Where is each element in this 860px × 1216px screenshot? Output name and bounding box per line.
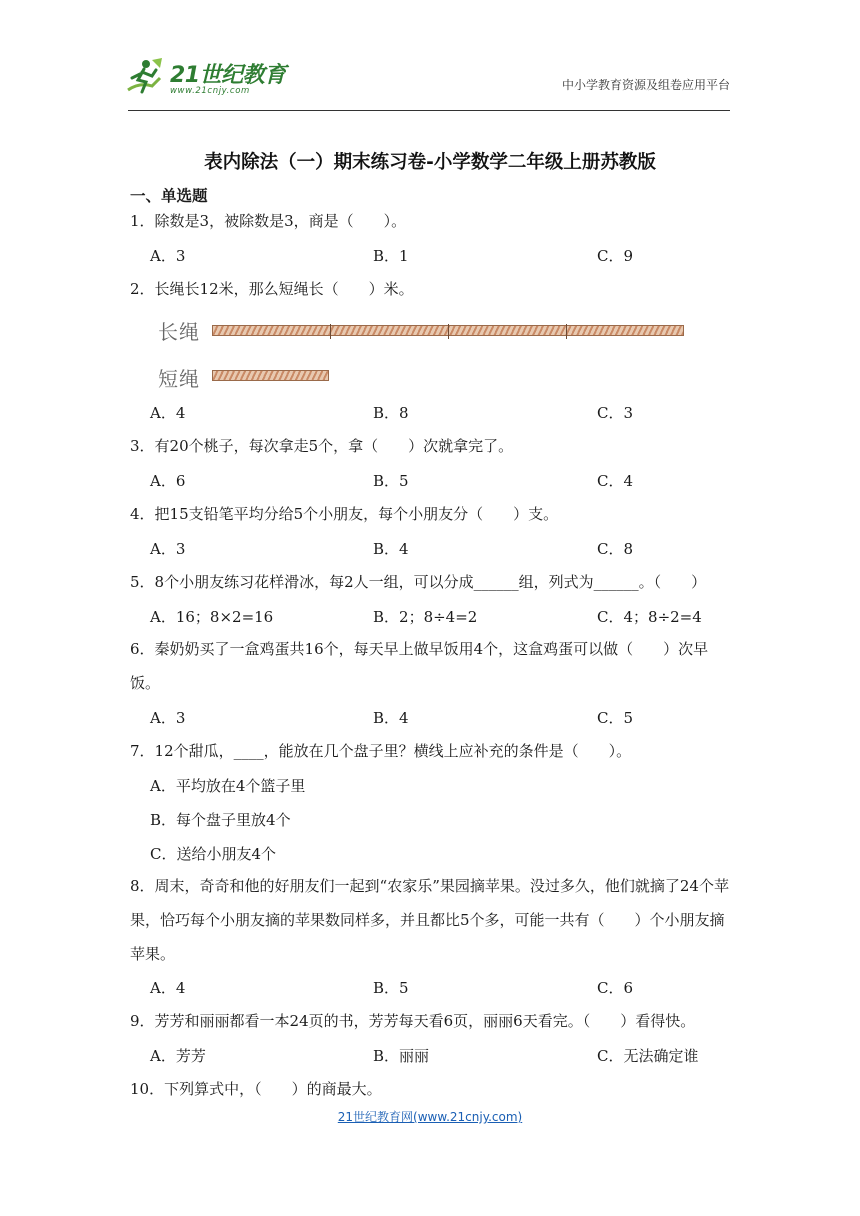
option-c[interactable]: C．6 (597, 979, 634, 997)
option-a[interactable]: A．4 (150, 979, 186, 997)
header-divider (128, 110, 730, 111)
question-stem: 8．周末，奇奇和他的好朋友们一起到“农家乐”果园摘苹果。没过多久，他们就摘了24个苹果，恰巧每个小朋友摘的苹果数同样多，并且都比5个多，可能一共有（ ）个小朋友摘苹果。 (130, 877, 729, 963)
question-stem: 6．秦奶奶买了一盒鸡蛋共16个，每天早上做早饭用4个，这盒鸡蛋可以做（ ）次早饭。 (130, 640, 709, 692)
option-a[interactable]: A．6 (150, 472, 186, 490)
long-rope (212, 325, 684, 336)
option-a[interactable]: A．16；8×2=16 (150, 608, 274, 626)
option-b[interactable]: B．1 (373, 247, 409, 265)
option-a[interactable]: A．3 (150, 709, 186, 727)
option-c[interactable]: C．送给小朋友4个 (150, 845, 277, 863)
option-c[interactable]: C．9 (597, 247, 634, 265)
option-b[interactable]: B．4 (373, 540, 409, 558)
long-rope-label: 长绳 (158, 320, 200, 344)
logo-text: 21世纪教育 (170, 63, 286, 88)
footer-link[interactable]: 21世纪教育网(www.21cnjy.com) (337, 1110, 523, 1124)
page-header (128, 52, 730, 114)
option-c[interactable]: C．4 (597, 472, 634, 490)
section-heading: 一、单选题 (130, 187, 208, 205)
option-c[interactable]: C．5 (597, 709, 634, 727)
logo (128, 56, 298, 104)
page-title: 表内除法（一）期末练习卷-小学数学二年级上册苏教版 (204, 152, 656, 173)
option-a[interactable]: A．芳芳 (150, 1047, 206, 1065)
option-b[interactable]: B．4 (373, 709, 409, 727)
option-b[interactable]: B．5 (373, 472, 409, 490)
option-b[interactable]: B．2；8÷4=2 (373, 608, 478, 626)
platform-name: 中小学教育资源及组卷应用平台 (561, 78, 730, 92)
option-c[interactable]: C．无法确定谁 (597, 1047, 699, 1065)
question-stem: 4．把15支铅笔平均分给5个小朋友，每个小朋友分（ ）支。 (130, 505, 559, 523)
option-a[interactable]: A．4 (150, 404, 186, 422)
question-stem: 2．长绳长12米，那么短绳长（ ）米。 (130, 280, 414, 298)
option-a[interactable]: A．3 (150, 540, 186, 558)
option-c[interactable]: C．3 (597, 404, 634, 422)
logo-url: www.21cnjy.com (170, 86, 250, 96)
runner-logo-icon (122, 56, 166, 100)
short-rope (212, 370, 329, 381)
option-b[interactable]: B．丽丽 (373, 1047, 430, 1065)
option-b[interactable]: B．每个盘子里放4个 (150, 811, 291, 829)
question-stem: 9．芳芳和丽丽都看一本24页的书，芳芳每天看6页，丽丽6天看完。（ ）看得快。 (130, 1012, 696, 1030)
option-a[interactable]: A．平均放在4个篮子里 (150, 777, 306, 795)
question-stem: 3．有20个桃子，每次拿走5个，拿（ ）次就拿完了。 (130, 437, 514, 455)
question-stem: 5．8个小朋友练习花样滑冰，每2人一组，可以分成______组，列式为______。（ ） (130, 573, 707, 591)
question-stem: 7．12个甜瓜，____，能放在几个盘子里？横线上应补充的条件是（ ）。 (130, 742, 632, 760)
option-b[interactable]: B．8 (373, 404, 409, 422)
option-c[interactable]: C．4；8÷2=4 (597, 608, 702, 626)
short-rope-label: 短绳 (158, 367, 200, 391)
option-c[interactable]: C．8 (597, 540, 634, 558)
question-stem: 1．除数是3，被除数是3，商是（ ）。 (130, 212, 407, 230)
option-a[interactable]: A．3 (150, 247, 186, 265)
question-stem: 10．下列算式中，（ ）的商最大。 (130, 1080, 382, 1098)
option-b[interactable]: B．5 (373, 979, 409, 997)
